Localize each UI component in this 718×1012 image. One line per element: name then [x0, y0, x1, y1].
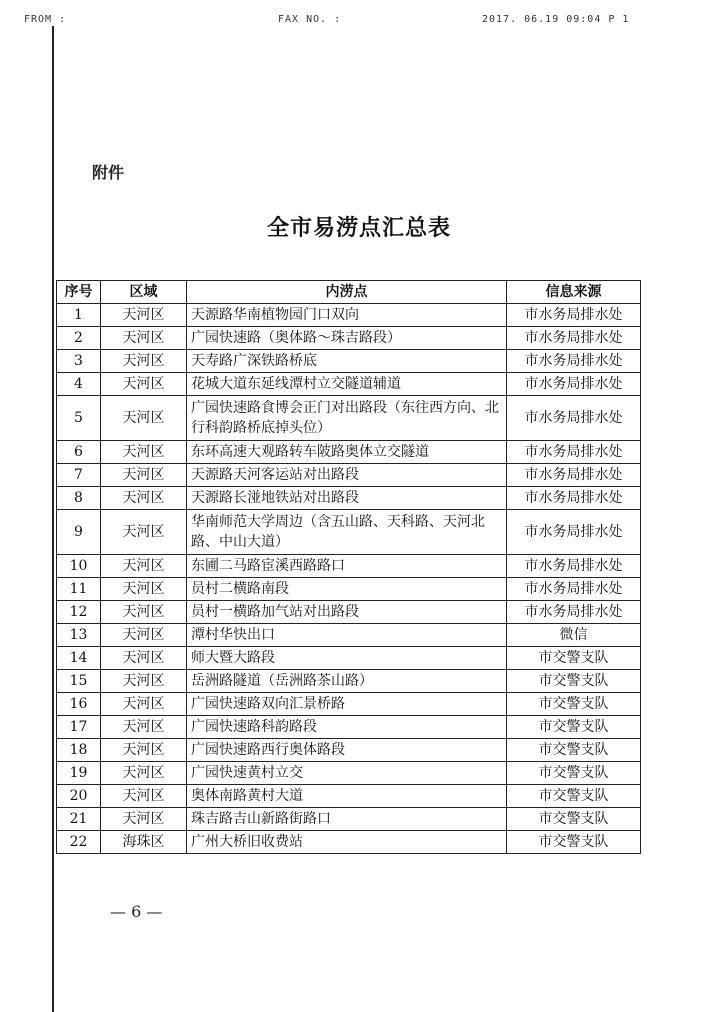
row-source: 市交警支队: [507, 716, 641, 739]
row-location: 天源路华南植物园门口双向: [187, 304, 507, 327]
row-source: 市水务局排水处: [507, 350, 641, 373]
fax-number: FAX NO. :: [278, 14, 342, 25]
waterlogging-table: [56, 280, 641, 854]
row-source: 市水务局排水处: [507, 327, 641, 350]
row-number: 12: [57, 601, 101, 624]
row-district: 天河区: [101, 670, 187, 693]
row-location: 天源路长湴地铁站对出路段: [187, 487, 507, 510]
table-row: [57, 647, 641, 670]
row-source: 市水务局排水处: [507, 396, 641, 441]
row-location: 广园快速路西行奥体路段: [187, 739, 507, 762]
table-row: [57, 304, 641, 327]
row-source: 市交警支队: [507, 670, 641, 693]
table-header-row: [57, 281, 641, 304]
row-location: 潭村华快出口: [187, 624, 507, 647]
row-source: 市交警支队: [507, 831, 641, 854]
row-location: 东圃二马路宦溪西路路口: [187, 555, 507, 578]
table-row: [57, 350, 641, 373]
row-number: 1: [57, 304, 101, 327]
row-location: 员村二横路南段: [187, 578, 507, 601]
row-location: 天寿路广深铁路桥底: [187, 350, 507, 373]
row-source: 市交警支队: [507, 647, 641, 670]
attachment-label: 附件: [92, 163, 125, 182]
row-district: 天河区: [101, 739, 187, 762]
row-district: 天河区: [101, 785, 187, 808]
row-source: 市交警支队: [507, 739, 641, 762]
table-row: [57, 601, 641, 624]
row-source: 市交警支队: [507, 808, 641, 831]
row-source: 市水务局排水处: [507, 510, 641, 555]
row-district: 天河区: [101, 350, 187, 373]
row-number: 16: [57, 693, 101, 716]
table-row: [57, 396, 641, 441]
table-row: [57, 510, 641, 555]
row-number: 17: [57, 716, 101, 739]
row-location: 珠吉路吉山新路街路口: [187, 808, 507, 831]
row-district: 天河区: [101, 624, 187, 647]
header-number: 序号: [57, 281, 101, 304]
page-number: — 6 —: [110, 902, 163, 921]
row-number: 14: [57, 647, 101, 670]
table-body: [57, 304, 641, 854]
row-district: 天河区: [101, 762, 187, 785]
row-source: 市水务局排水处: [507, 441, 641, 464]
row-district: 天河区: [101, 693, 187, 716]
row-number: 4: [57, 373, 101, 396]
table-row: [57, 785, 641, 808]
fax-header: [0, 14, 718, 28]
row-district: 天河区: [101, 487, 187, 510]
row-location: 岳洲路隧道（岳洲路茶山路）: [187, 670, 507, 693]
row-district: 天河区: [101, 373, 187, 396]
row-number: 11: [57, 578, 101, 601]
row-district: 天河区: [101, 441, 187, 464]
row-district: 天河区: [101, 464, 187, 487]
table-row: [57, 831, 641, 854]
table-row: [57, 327, 641, 350]
row-location: 天源路天河客运站对出路段: [187, 464, 507, 487]
row-source: 市交警支队: [507, 762, 641, 785]
row-district: 天河区: [101, 647, 187, 670]
row-number: 21: [57, 808, 101, 831]
row-number: 7: [57, 464, 101, 487]
row-location: 奥体南路黄村大道: [187, 785, 507, 808]
row-source: 市交警支队: [507, 693, 641, 716]
row-district: 天河区: [101, 327, 187, 350]
row-district: 天河区: [101, 304, 187, 327]
row-district: 天河区: [101, 808, 187, 831]
row-district: 天河区: [101, 555, 187, 578]
table-row: [57, 464, 641, 487]
row-location: 花城大道东延线潭村立交隧道辅道: [187, 373, 507, 396]
row-location: 师大暨大路段: [187, 647, 507, 670]
row-location: 华南师范大学周边（含五山路、天科路、天河北路、中山大道）: [187, 510, 507, 555]
table-row: [57, 739, 641, 762]
row-location: 东环高速大观路转车陂路奥体立交隧道: [187, 441, 507, 464]
page-title: 全市易涝点汇总表: [266, 215, 451, 241]
row-district: 天河区: [101, 396, 187, 441]
table-row: [57, 808, 641, 831]
fax-from: FROM :: [24, 14, 67, 25]
row-number: 2: [57, 327, 101, 350]
table-row: [57, 441, 641, 464]
row-district: 天河区: [101, 601, 187, 624]
row-source: 微信: [507, 624, 641, 647]
row-location: 广园快速黄村立交: [187, 762, 507, 785]
table-row: [57, 373, 641, 396]
row-number: 15: [57, 670, 101, 693]
header-source: 信息来源: [507, 281, 641, 304]
row-source: 市水务局排水处: [507, 487, 641, 510]
header-location: 内涝点: [187, 281, 507, 304]
row-source: 市交警支队: [507, 785, 641, 808]
row-source: 市水务局排水处: [507, 578, 641, 601]
binding-rule: [52, 26, 54, 1012]
row-location: 广州大桥旧收费站: [187, 831, 507, 854]
row-number: 10: [57, 555, 101, 578]
row-district: 天河区: [101, 716, 187, 739]
row-number: 9: [57, 510, 101, 555]
row-source: 市水务局排水处: [507, 601, 641, 624]
row-location: 广园快速路（奥体路～珠吉路段）: [187, 327, 507, 350]
row-location: 员村一横路加气站对出路段: [187, 601, 507, 624]
row-district: 海珠区: [101, 831, 187, 854]
row-district: 天河区: [101, 510, 187, 555]
table-row: [57, 487, 641, 510]
table-row: [57, 716, 641, 739]
row-location: 广园快速路食博会正门对出路段（东往西方向、北行科韵路桥底掉头位）: [187, 396, 507, 441]
row-number: 19: [57, 762, 101, 785]
table-row: [57, 670, 641, 693]
row-location: 广园快速路科韵路段: [187, 716, 507, 739]
row-number: 6: [57, 441, 101, 464]
row-location: 广园快速路双向汇景桥路: [187, 693, 507, 716]
row-source: 市水务局排水处: [507, 464, 641, 487]
row-number: 5: [57, 396, 101, 441]
row-number: 3: [57, 350, 101, 373]
row-number: 13: [57, 624, 101, 647]
table-row: [57, 693, 641, 716]
row-number: 8: [57, 487, 101, 510]
row-number: 20: [57, 785, 101, 808]
table-row: [57, 762, 641, 785]
table-row: [57, 624, 641, 647]
row-source: 市水务局排水处: [507, 373, 641, 396]
table-row: [57, 555, 641, 578]
fax-datetime: 2017. 06.19 09:04 P 1: [482, 14, 630, 25]
row-district: 天河区: [101, 578, 187, 601]
header-district: 区域: [101, 281, 187, 304]
row-source: 市水务局排水处: [507, 555, 641, 578]
row-number: 22: [57, 831, 101, 854]
row-number: 18: [57, 739, 101, 762]
row-source: 市水务局排水处: [507, 304, 641, 327]
table-row: [57, 578, 641, 601]
